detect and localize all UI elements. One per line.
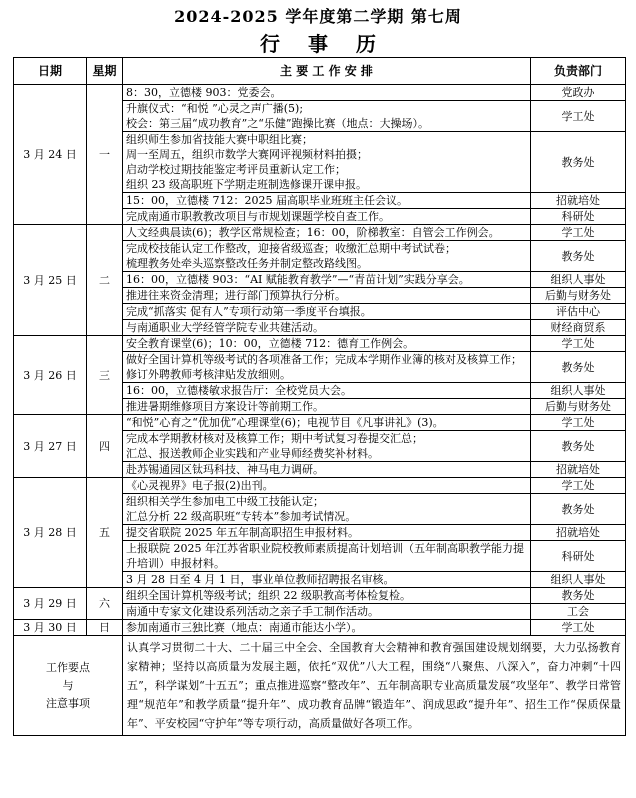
task-line: 参加南通市三独比赛（地点：南通市能达小学）。: [126, 621, 363, 634]
task-line: 16：00，立德楼敏求报告厅：全校党员大会。: [126, 384, 352, 397]
task-line: 16：00，立德楼 903：“AI 赋能教育教学”—“青苗计划”实践分享会。: [126, 273, 470, 286]
dept-cell: 工会: [531, 604, 626, 620]
task-cell: [123, 336, 531, 352]
task-cell: [123, 320, 531, 336]
task-line: 组织相关学生参加电工中级工技能认定；: [126, 495, 324, 508]
day-date: 3 月 25 日: [14, 225, 87, 336]
dept-cell: 教务处: [531, 241, 626, 272]
table-row: [14, 336, 626, 352]
dept-cell: 后勤与财务处: [531, 399, 626, 415]
col-header-date: 日期: [14, 58, 87, 85]
task-cell: [123, 572, 531, 588]
task-line: 推进暑期维修项目方案设计等前期工作。: [126, 400, 324, 413]
dept-cell: 教务处: [531, 588, 626, 604]
task-line: 汇总分析 22 级高职班“专转本”参加考试情况。: [126, 510, 357, 523]
task-cell: [123, 288, 531, 304]
task-line: 《心灵视界》电子报(2)出刊。: [126, 479, 274, 492]
task-line: 汇总、报送教师企业实践和产业导师经费奖补材料。: [126, 447, 379, 460]
task-cell: [123, 132, 531, 193]
task-line: 组织 23 级高职班下学期走班制选修课开课申报。: [126, 178, 367, 191]
task-cell: [123, 478, 531, 494]
dept-cell: 学工处: [531, 415, 626, 431]
table-row: [14, 620, 626, 636]
dept-cell: 教务处: [531, 352, 626, 383]
dept-cell: 组织人事处: [531, 272, 626, 288]
task-line: 梳理教务处牵头巡察整改任务并制定整改路线图。: [126, 257, 368, 270]
task-cell: [123, 225, 531, 241]
task-line: 上报联院 2025 年江苏省职业院校教师素质提高计划培训（五年制高职教学能力提升培训）申报材料。: [126, 542, 524, 570]
task-line: 赴苏锡通园区钛玛科技、神马电力调研。: [126, 463, 324, 476]
day-date: 3 月 27 日: [14, 415, 87, 478]
dept-cell: 组织人事处: [531, 572, 626, 588]
day-date: 3 月 24 日: [14, 85, 87, 225]
dept-cell: 学工处: [531, 478, 626, 494]
task-line: 完成南通市职教教改项目与市规划课题学校自查工作。: [126, 210, 390, 223]
day-weekday: 日: [87, 620, 123, 636]
task-cell: [123, 241, 531, 272]
task-cell: [123, 101, 531, 132]
notes-label-line: 与: [62, 678, 74, 692]
dept-cell: 科研处: [531, 209, 626, 225]
task-line: 升旗仪式：“和悦 ”心灵之声广播(5);: [126, 102, 304, 115]
table-row: [14, 588, 626, 604]
task-cell: [123, 399, 531, 415]
table-row: [14, 415, 626, 431]
task-cell: [123, 383, 531, 399]
task-line: 与南通职业大学经管学院专业共建活动。: [126, 321, 324, 334]
dept-cell: 后勤与财务处: [531, 288, 626, 304]
subtitle-char: 历: [356, 32, 376, 56]
task-line: 人文经典晨读(6)；教学区常规检查；16：00，阶梯教室：自管会工作例会。: [126, 226, 500, 239]
subtitle-char: 行: [260, 32, 280, 56]
dept-cell: 组织人事处: [531, 383, 626, 399]
notes-label-line: 注意事项: [46, 696, 90, 710]
notes-text: 认真学习贯彻二十大、二十届三中全会、全国教育大会精神和教育强国建设规划纲要，大力弘扬教育家精神；坚持以高质量为发展主题，依托“双优”八大工程，围绕“八聚焦、八深入”，奋力冲刺“十四五”，科学谋划“十五五”；重点推进巡察“整改年”、五年制高职专业高质量发展“攻坚年”、教学日常管理“规范年”和教学质量“提升年”、成功教育品牌“锻造年”、润成思政“提升年”、招生工作“保质保量年”、平安校园“守护年”等专项行动，高质量做好各项工作。: [123, 636, 626, 736]
task-cell: [123, 431, 531, 462]
task-line: 完成本学期教材核对及核算工作；期中考试复习卷提交汇总；: [126, 432, 423, 445]
page-subtitle: [0, 28, 636, 57]
task-line: 推进往来资金清理；进行部门预算执行分析。: [126, 289, 346, 302]
day-weekday: 六: [87, 588, 123, 620]
table-row: [14, 85, 626, 101]
task-line: 组织师生参加省技能大赛中职组比赛；: [126, 133, 313, 146]
task-cell: [123, 494, 531, 525]
task-cell: [123, 272, 531, 288]
task-cell: [123, 541, 531, 572]
task-cell: [123, 352, 531, 383]
task-cell: [123, 525, 531, 541]
dept-cell: 党政办: [531, 85, 626, 101]
day-date: 3 月 28 日: [14, 478, 87, 588]
dept-cell: 学工处: [531, 101, 626, 132]
day-date: 3 月 30 日: [14, 620, 87, 636]
dept-cell: 招就培处: [531, 462, 626, 478]
dept-cell: 教务处: [531, 494, 626, 525]
notes-label: [14, 636, 123, 736]
dept-cell: 学工处: [531, 225, 626, 241]
task-line: 做好全国计算机等级考试的各项准备工作；完成本学期作业簿的核对及核算工作；: [126, 353, 522, 366]
day-weekday: 二: [87, 225, 123, 336]
task-line: 3 月 28 日至 4 月 1 日，事业单位教师招聘报名审核。: [126, 573, 395, 586]
dept-cell: 教务处: [531, 132, 626, 193]
task-line: 校会：第三届“成功教育”之“乐健”跑操比赛（地点：大操场）。: [126, 117, 429, 130]
task-cell: [123, 304, 531, 320]
task-line: 周一至周五，组织市数学大赛网评视频材料拍摄；: [126, 148, 368, 161]
dept-cell: 学工处: [531, 620, 626, 636]
table-row: [14, 225, 626, 241]
task-line: 完成校技能认定工作整改，迎接省级巡查；收缴汇总期中考试试卷；: [126, 242, 456, 255]
task-cell: [123, 620, 531, 636]
task-line: 启动学校过期技能鉴定考评员重新认定工作；: [126, 163, 346, 176]
col-header-dept: 负责部门: [531, 58, 626, 85]
col-header-tasks: 主 要 工 作 安 排: [123, 58, 531, 85]
table-row: [14, 478, 626, 494]
task-line: 提交省联院 2025 年五年制高职招生申报材料。: [126, 526, 359, 539]
notes-row: [14, 636, 626, 736]
table-header-row: [14, 58, 626, 85]
dept-cell: 招就培处: [531, 193, 626, 209]
dept-cell: 教务处: [531, 431, 626, 462]
day-weekday: 四: [87, 415, 123, 478]
page-title: 2024-2025 学年度第二学期 第七周: [174, 7, 462, 26]
task-cell: [123, 209, 531, 225]
dept-cell: 财经商贸系: [531, 320, 626, 336]
task-line: 8：30，立德楼 903：党委会。: [126, 86, 282, 99]
task-line: 15：00，立德楼 712：2025 届高职毕业班班主任会议。: [126, 194, 408, 207]
dept-cell: 评估中心: [531, 304, 626, 320]
dept-cell: 学工处: [531, 336, 626, 352]
task-line: 安全教育课堂(6)；10：00，立德楼 712：德育工作例会。: [126, 337, 415, 350]
day-date: 3 月 29 日: [14, 588, 87, 620]
task-cell: [123, 415, 531, 431]
task-line: “和悦”心育之“优加优”心理课堂(6)；电视节目《凡事讲礼》(3)。: [126, 416, 444, 429]
dept-cell: 科研处: [531, 541, 626, 572]
task-line: 修订外聘教师考核津贴发放细则。: [126, 368, 291, 381]
task-line: 南通中专家文化建设系列活动之亲子手工制作活动。: [126, 605, 379, 618]
dept-cell: 招就培处: [531, 525, 626, 541]
task-line: 完成“抓落实 促有人”专项行动第一季度平台填报。: [126, 305, 372, 318]
subtitle-char: 事: [308, 32, 328, 56]
task-cell: [123, 604, 531, 620]
task-cell: [123, 462, 531, 478]
day-date: 3 月 26 日: [14, 336, 87, 415]
task-line: 组织全国计算机等级考试；组织 22 级职教高考体检复检。: [126, 589, 411, 602]
task-cell: [123, 193, 531, 209]
day-weekday: 五: [87, 478, 123, 588]
day-weekday: 三: [87, 336, 123, 415]
task-cell: [123, 588, 531, 604]
col-header-weekday: 星期: [87, 58, 123, 85]
notes-label-line: 工作要点: [46, 660, 90, 674]
day-weekday: 一: [87, 85, 123, 225]
task-cell: [123, 85, 531, 101]
schedule-table: [13, 57, 626, 736]
